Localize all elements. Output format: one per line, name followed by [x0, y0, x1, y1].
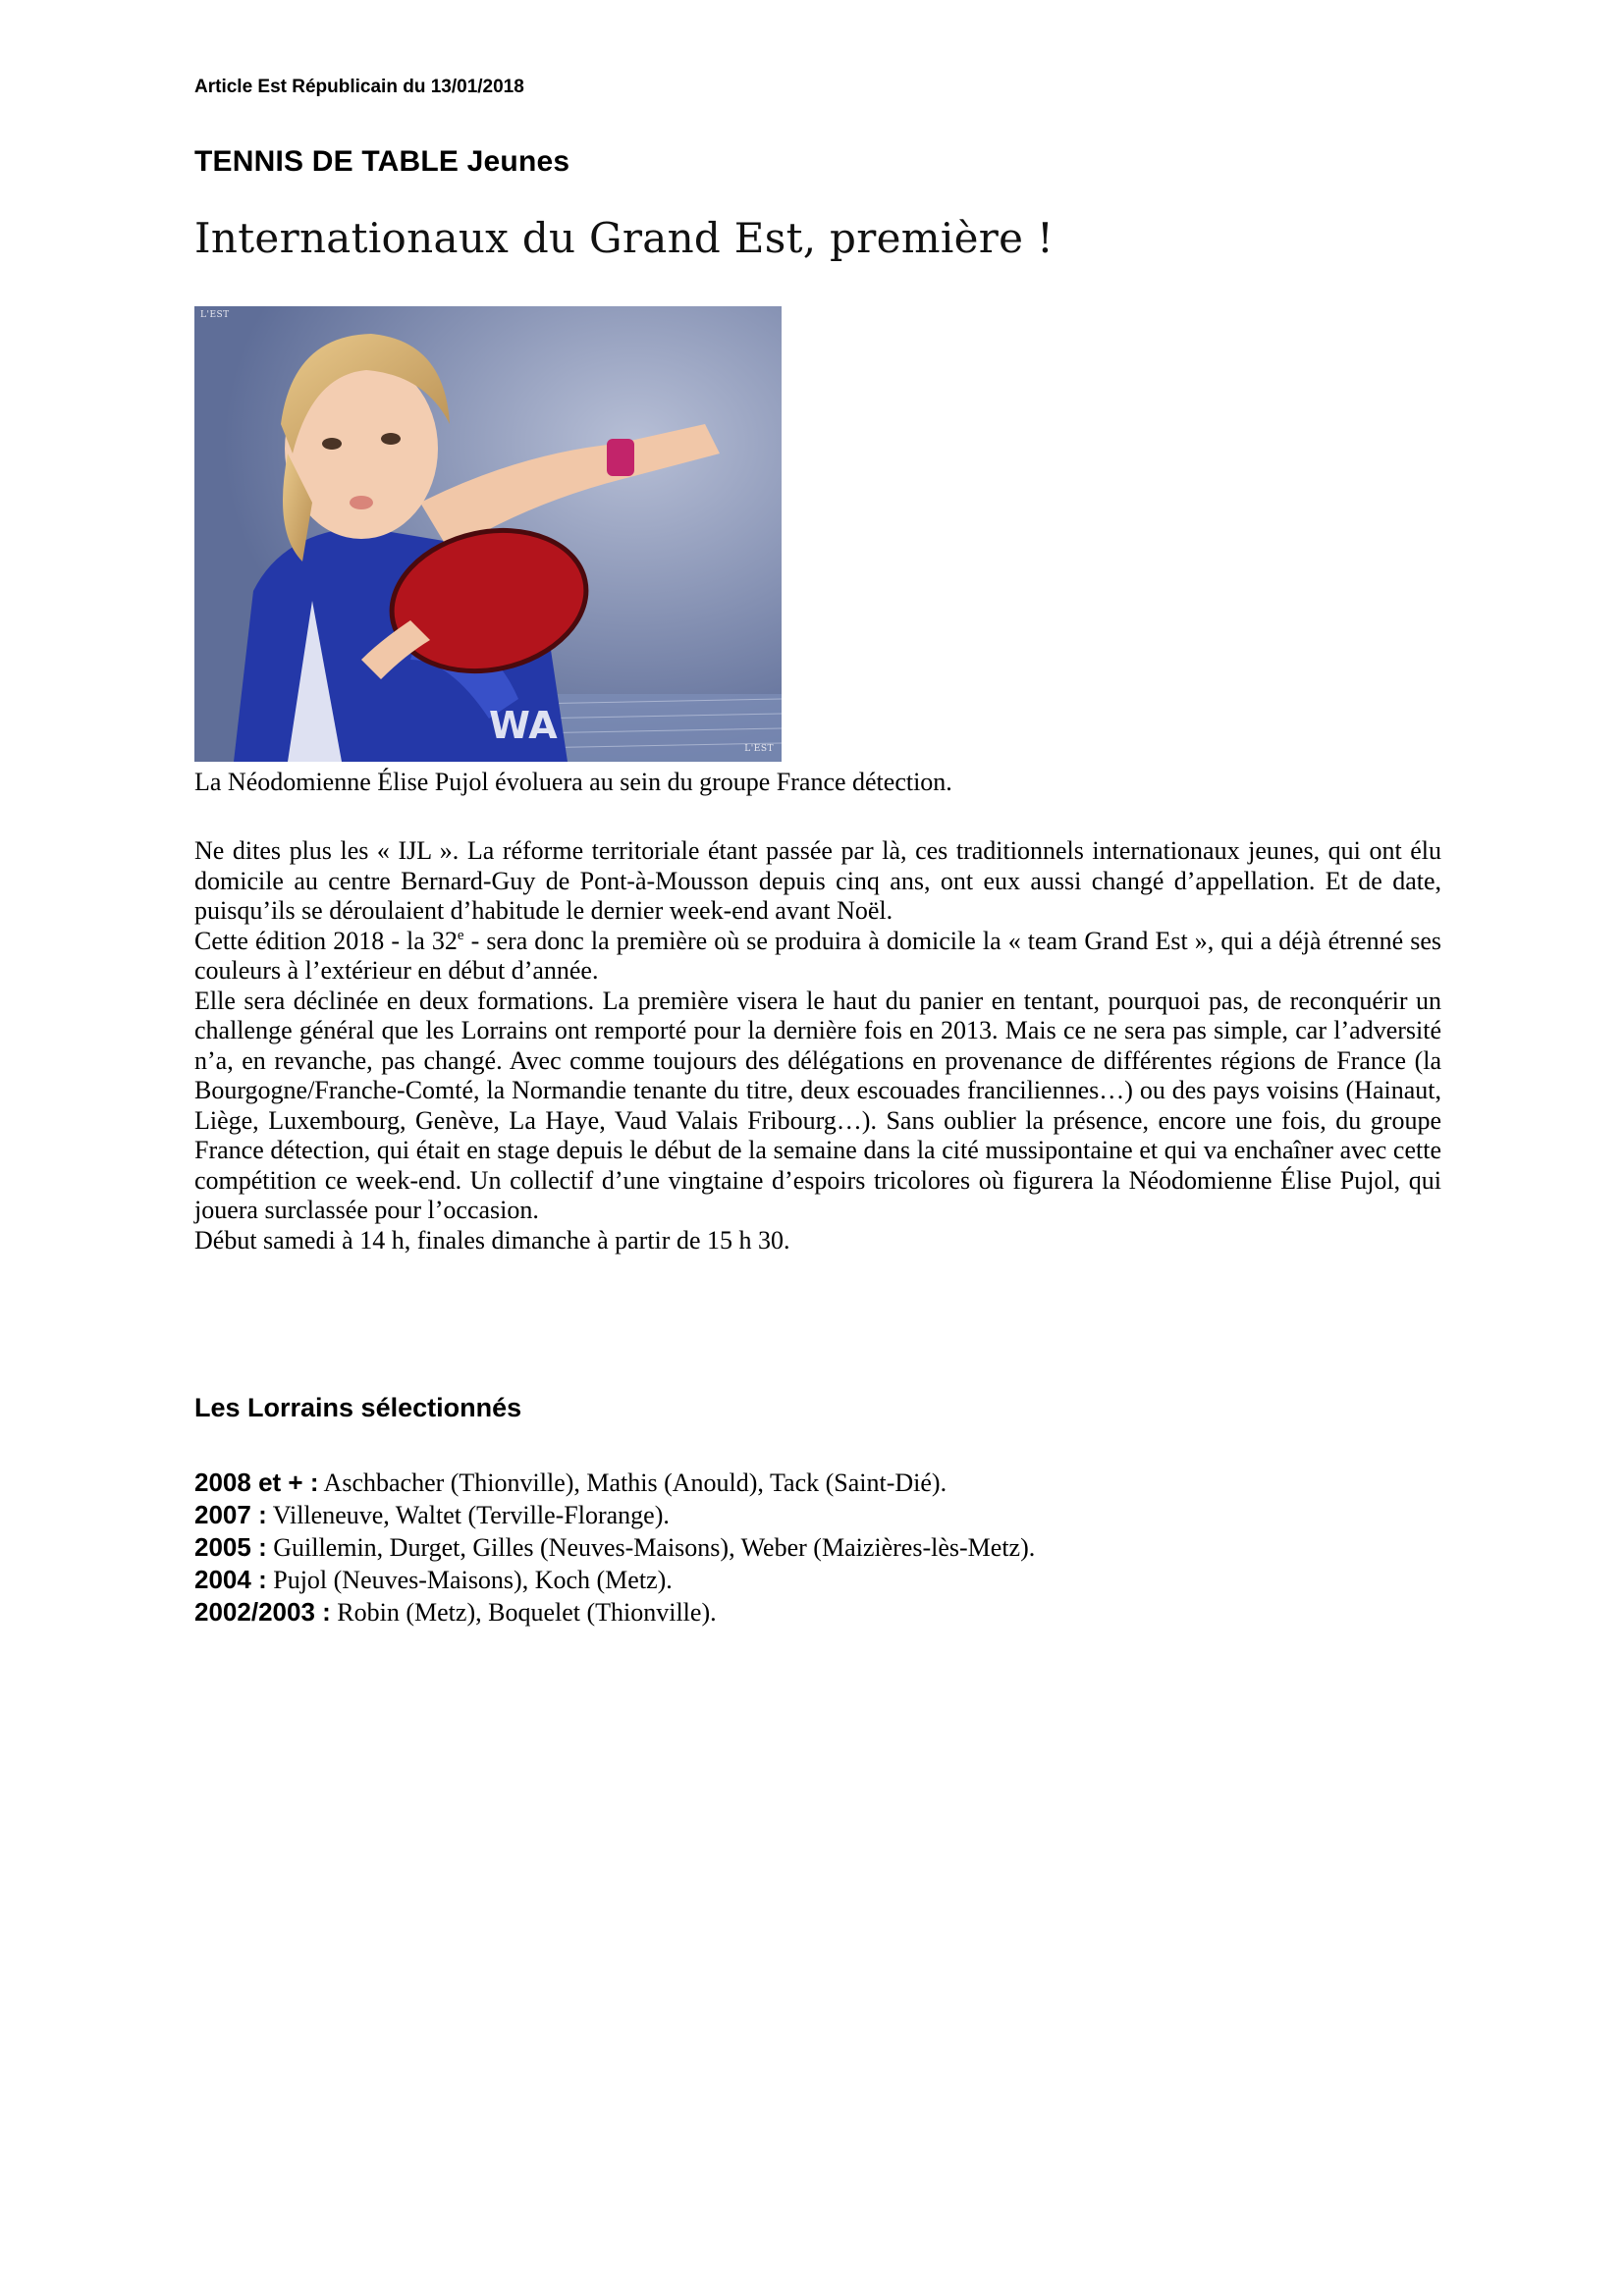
paragraph-2-end: - sera donc la première où se produira à domicile la « team Grand Est », qui a déjà étrenné ses couleurs à l’extérieur en début d’année.	[194, 926, 1441, 985]
selection-row	[194, 1499, 1471, 1531]
source-line: Article Est Républicain du 13/01/2018	[194, 77, 524, 97]
rubric-heading: TENNIS DE TABLE Jeunes	[194, 145, 570, 178]
selection-year: 2005 :	[194, 1532, 267, 1562]
paragraph-2-start: Cette édition 2018 - la 32	[194, 926, 458, 955]
paragraph-4: Début samedi à 14 h, finales dimanche à partir de 15 h 30.	[194, 1225, 790, 1255]
selection-players: Guillemin, Durget, Gilles (Neuves-Maisons), Weber (Maizières-lès-Metz).	[266, 1533, 1036, 1562]
photo-watermark-bottom: L'EST	[744, 744, 774, 754]
selection-players: Pujol (Neuves-Maisons), Koch (Metz).	[266, 1566, 673, 1594]
article-title: Internationaux du Grand Est, première !	[194, 214, 1055, 262]
paragraph-3: Elle sera déclinée en deux formations. La première visera le haut du panier en tentant, pourquoi pas, de reconquérir un challenge général que les Lorrains ont remporté pour la dernière fois en 2013. Mais ce ne sera pas simple, car l’adversité n’a, en revanche, pas changé. Avec comme toujours des délégations en provenance de différentes régions de France (la Bourgogne/Franche-Comté, la Normandie tenante du titre, deux escouades franciliennes…) ou des pays voisins (Hainaut, Liège, Luxembourg, Genève, La Haye, Vaud Valais Fribourg…). Sans oublier la présence, encore une fois, du groupe France détection, qui était en stage depuis le début de la semaine dans la cité mussipontaine et qui va enchaîner avec cette compétition ce week-end. Un collectif d’une vingtaine d’espoirs tricolores où figurera la Néodomienne Élise Pujol, qui jouera surclassée pour l’occasion.	[194, 986, 1441, 1224]
selection-row	[194, 1564, 1471, 1596]
photo-watermark-top: L'EST	[200, 310, 230, 320]
svg-text:WA: WA	[489, 704, 558, 747]
selection-year: 2004 :	[194, 1565, 267, 1594]
article-body	[194, 836, 1441, 1255]
paragraph-2	[194, 927, 1441, 987]
selection-row	[194, 1531, 1471, 1564]
paragraph-1: Ne dites plus les « IJL ». La réforme territoriale étant passée par là, ces traditionnels internationaux jeunes, qui ont élu domicile au centre Bernard-Guy de Pont-à-Mousson depuis cinq ans, ont eux aussi changé d’appellation. Et de date, puisqu’ils se déroulaient d’habitude le dernier week-end avant Noël.	[194, 836, 1441, 925]
selection-players: Robin (Metz), Boquelet (Thionville).	[330, 1598, 717, 1627]
photo-caption: La Néodomienne Élise Pujol évoluera au sein du groupe France détection.	[194, 768, 952, 796]
selection-players: Aschbacher (Thionville), Mathis (Anould), Tack (Saint-Dié).	[318, 1468, 947, 1497]
selection-year: 2007 :	[194, 1500, 267, 1529]
selection-players: Villeneuve, Waltet (Terville-Florange).	[266, 1501, 670, 1529]
selection-heading: Les Lorrains sélectionnés	[194, 1393, 522, 1422]
selection-row	[194, 1467, 1471, 1499]
table-tennis-player-photo-icon	[194, 306, 782, 762]
selection-list	[194, 1467, 1471, 1629]
ordinal-superscript: e	[457, 927, 464, 943]
selection-year: 2008 et + :	[194, 1468, 319, 1497]
selection-row	[194, 1596, 1471, 1629]
selection-year: 2002/2003 :	[194, 1597, 331, 1627]
article-photo	[194, 306, 782, 762]
